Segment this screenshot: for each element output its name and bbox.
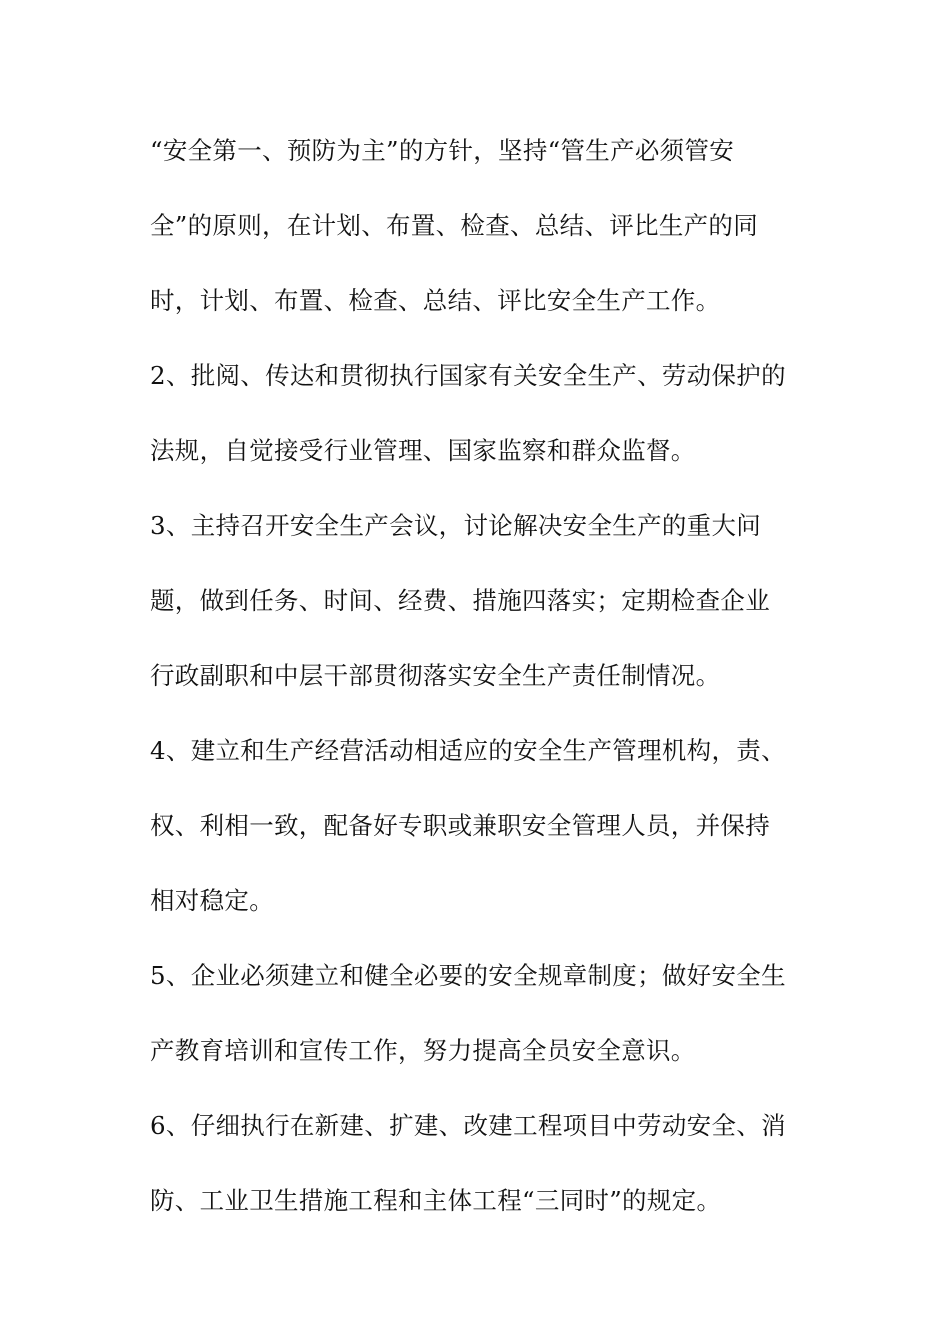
text-line: 6、仔细执行在新建、扩建、改建工程项目中劳动安全、消 — [150, 1111, 786, 1140]
text-line: 相对稳定。 — [150, 886, 274, 915]
text-line: 2、批阅、传达和贯彻执行国家有关安全生产、劳动保护的 — [150, 361, 786, 390]
text-line: 题，做到任务、时间、经费、措施四落实；定期检查企业 — [150, 586, 770, 615]
text-line: 时，计划、布置、检查、总结、评比安全生产工作。 — [150, 286, 721, 315]
text-line: 权、利相一致，配备好专职或兼职安全管理人员，并保持 — [150, 811, 770, 840]
text-line: 产教育培训和宣传工作，努力提高全员安全意识。 — [150, 1036, 696, 1065]
text-line: 防、工业卫生措施工程和主体工程“三同时”的规定。 — [150, 1186, 722, 1215]
text-line: 5、企业必须建立和健全必要的安全规章制度；做好安全生 — [150, 961, 786, 990]
text-line: 全”的原则，在计划、布置、检查、总结、评比生产的同 — [150, 211, 759, 240]
text-line: 法规，自觉接受行业管理、国家监察和群众监督。 — [150, 436, 696, 465]
text-line: 4、建立和生产经营活动相适应的安全生产管理机构，责、 — [150, 736, 786, 765]
text-line: “安全第一、预防为主”的方针，坚持“管生产必须管安 — [150, 136, 735, 165]
text-line: 3、主持召开安全生产会议，讨论解决安全生产的重大问 — [150, 511, 762, 540]
text-line: 行政副职和中层干部贯彻落实安全生产责任制情况。 — [150, 661, 721, 690]
